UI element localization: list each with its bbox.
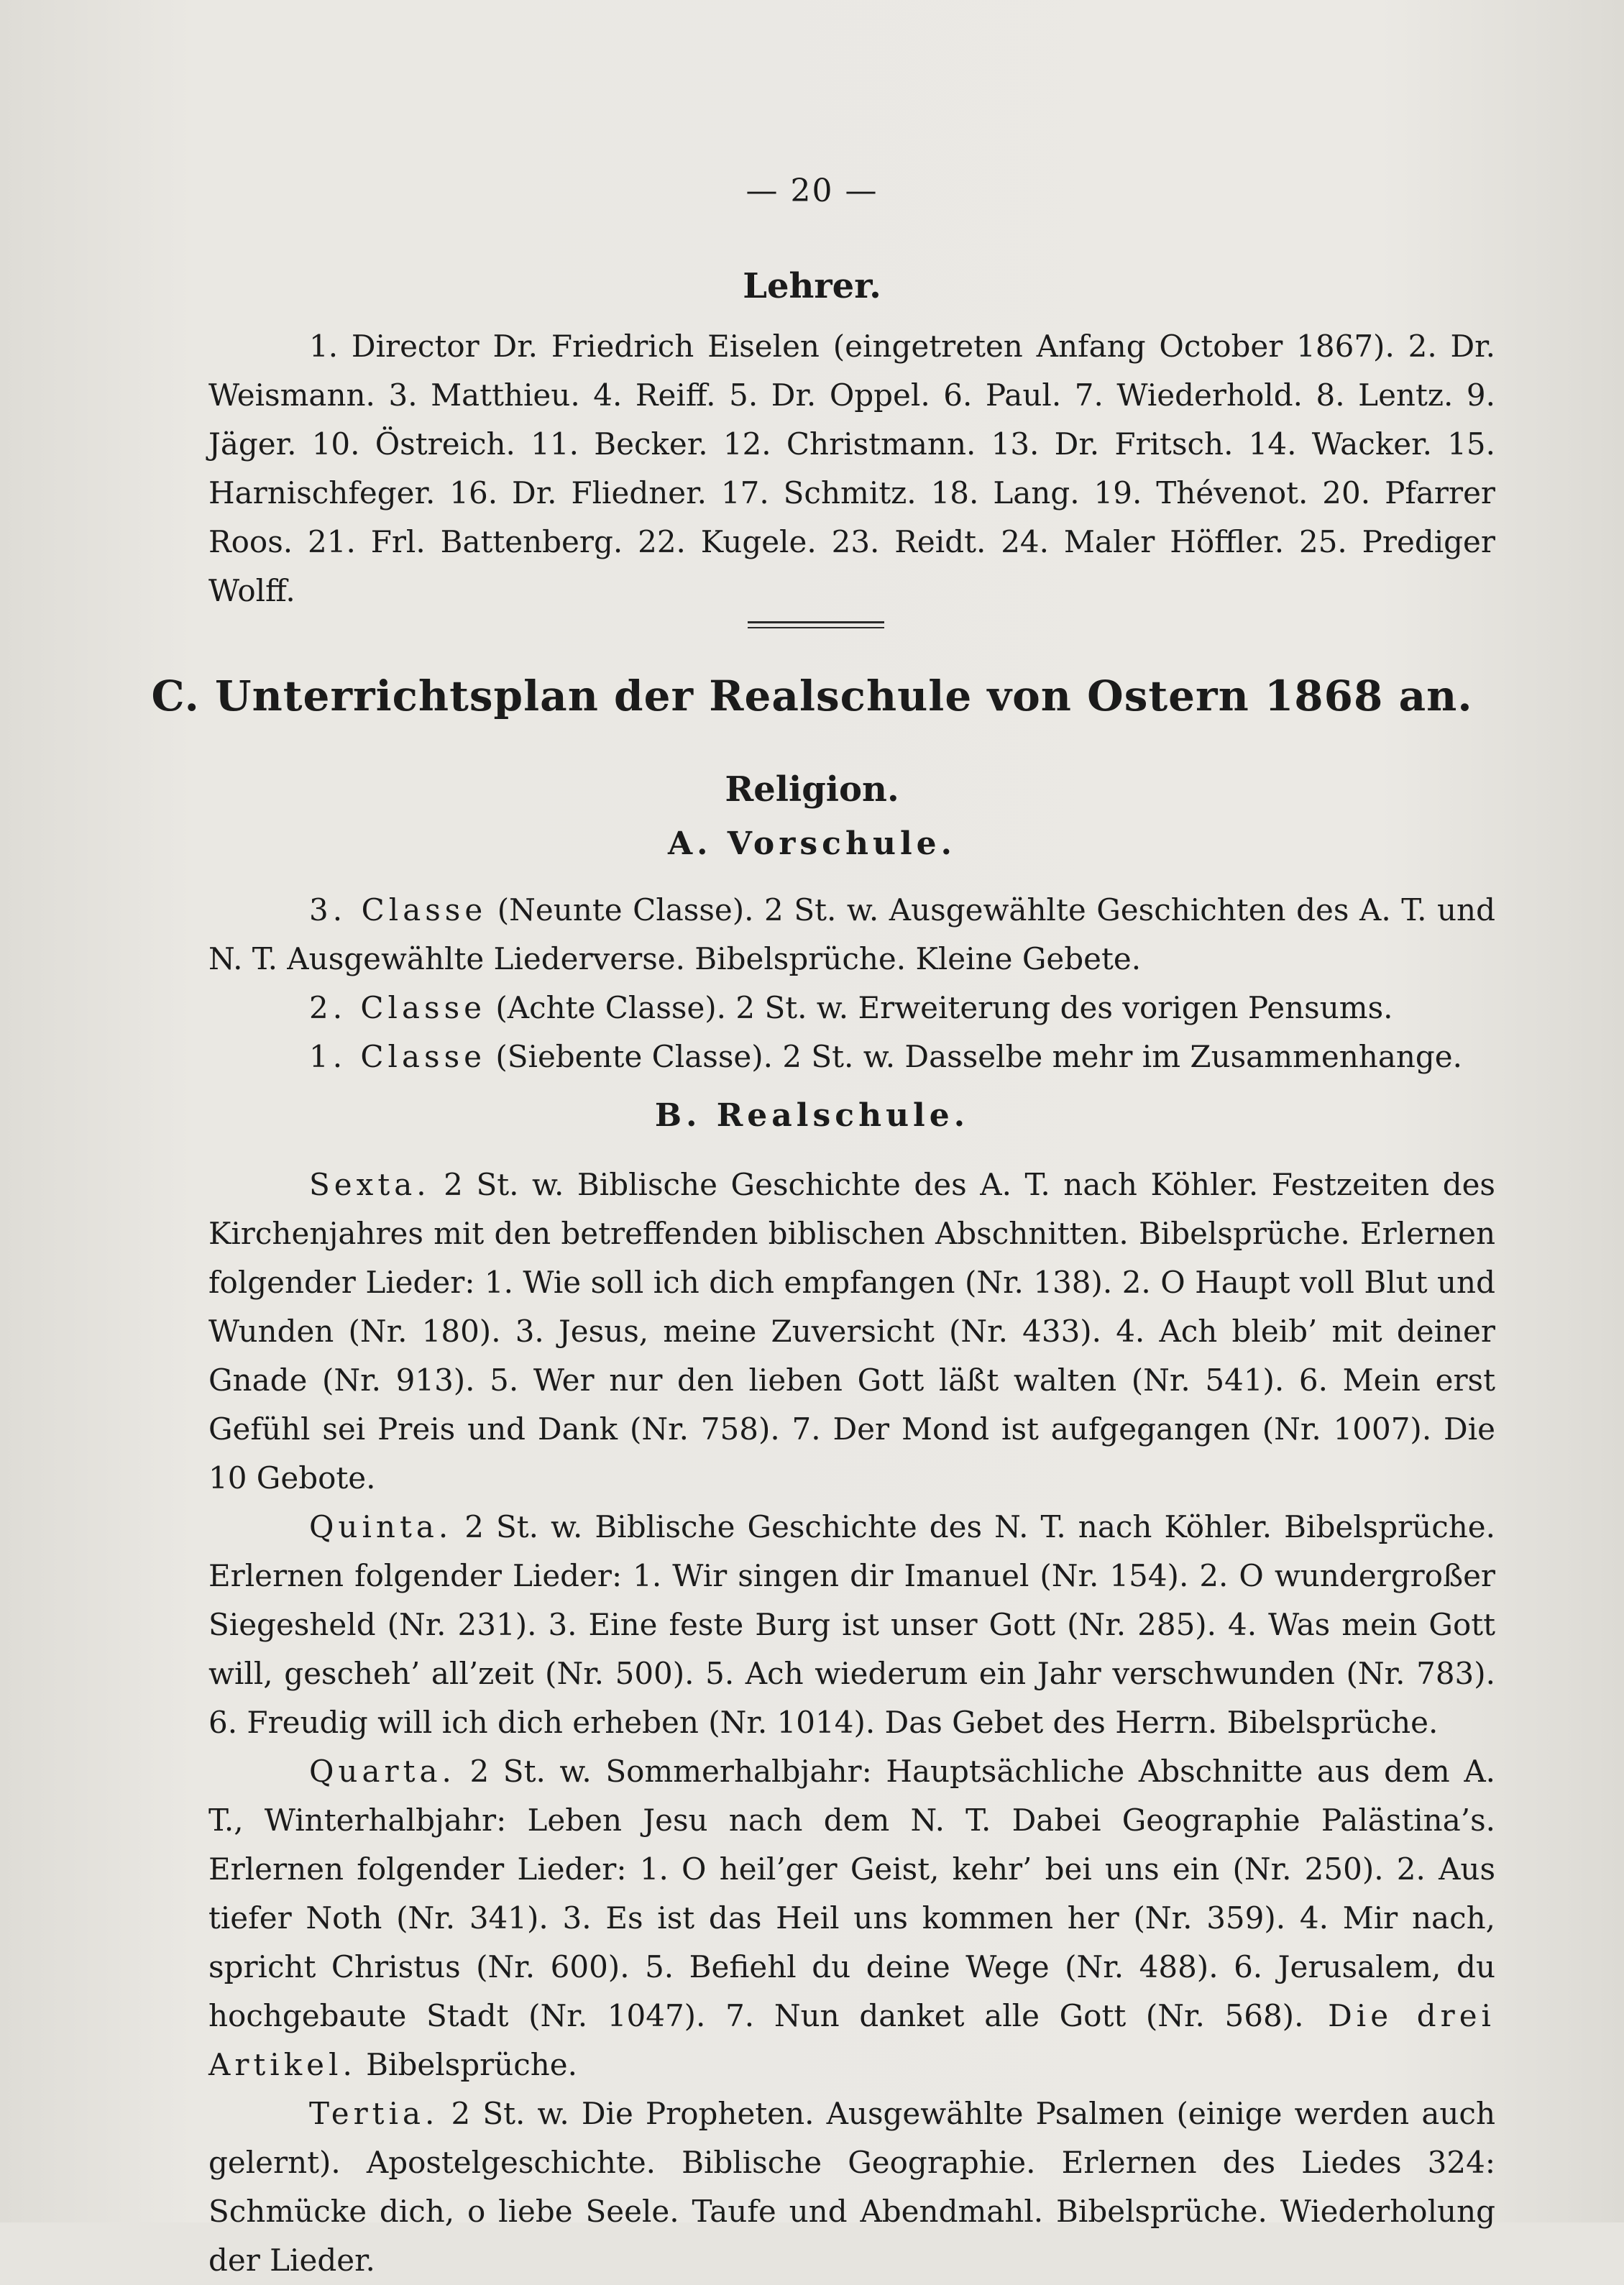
teacher-list-text: 1. Director Dr. Friedrich Eiselen (eingetreten Anfang October 1867). 2. Dr. Weismann. 3. Matthieu. 4. Reiff. 5. Dr. Oppel. 6. Paul. 7. Wiederhold. 8. Lentz. 9. Jäger. 10. Östreich. 11. Becker. 12. Christmann. 13. Dr. Fritsch. 14. Wacker. 15. Harnischfeger. 16. Dr. Fliedner. 17. Schmitz. 18. Lang. 19. Thévenot. 20. Pfarrer Roos. 21. Frl. Battenberg. 22. Kugele. 23. Reidt. 24. Maler Höffler. 25. Prediger Wolff. [208, 329, 1495, 608]
quarta-artikel: Die drei Artikel. [208, 1998, 1495, 2082]
klasse-3-label: 3. Classe [309, 892, 487, 928]
quinta-label: Quinta. [309, 1509, 453, 1544]
vorschule-klasse-2 [208, 984, 1495, 1032]
lehrer-heading: Lehrer. [743, 266, 881, 306]
vorschule-section [208, 886, 1495, 1081]
tertia-text: 2 St. w. Die Propheten. Ausgewählte Psalmen (einige werden auch gelernt). Apostelgeschichte. Biblische Geographie. Erlernen des Liedes 324: Schmücke dich, o liebe Seele. Taufe und Abendmahl. Bibelsprüche. Wiederholung der Lieder. [208, 2096, 1495, 2278]
realschule-heading: B. Realschule. [654, 1097, 970, 1134]
sexta-label: Sexta. [309, 1167, 431, 1202]
klasse-1-text: (Siebente Classe). 2 St. w. Dasselbe mehr im Zusammenhange. [486, 1039, 1463, 1074]
religion-heading: Religion. [725, 769, 899, 810]
klasse-1-label: 1. Classe [309, 1039, 486, 1074]
sexta-paragraph [208, 1160, 1495, 1503]
tertia-label: Tertia. [309, 2096, 439, 2131]
quarta-text: 2 St. w. Sommerhalbjahr: Hauptsächliche Abschnitte aus dem A. T., Winterhalbjahr: Leben Jesu nach dem N. T. Dabei Geographie Palästina’s. Erlernen folgender Lieder: 1. O heil’ger Geist, kehr’ bei uns ein (Nr. 250). 2. Aus tiefer Noth (Nr. 341). 3. Es ist das Heil uns kommen her (Nr. 359). 4. Mir nach, spricht Christus (Nr. 600). 5. Befiehl du deine Wege (Nr. 488). 6. Jerusalem, du hochgebaute Stadt (Nr. 1047). 7. Nun danket alle Gott (Nr. 568). [208, 1754, 1495, 2033]
divider-rule [748, 621, 884, 623]
quarta-label: Quarta. [309, 1754, 456, 1789]
sexta-text: 2 St. w. Biblische Geschichte des A. T. nach Köhler. Festzeiten des Kirchenjahres mit den betreffenden biblischen Abschnitten. Bibelsprüche. Erlernen folgender Lieder: 1. Wie soll ich dich empfangen (Nr. 138). 2. O Haupt voll Blut und Wunden (Nr. 180). 3. Jesus, meine Zuversicht (Nr. 433). 4. Ach bleib’ mit deiner Gnade (Nr. 913). 5. Wer nur den lieben Gott läßt walten (Nr. 541). 6. Mein erst Gefühl sei Preis und Dank (Nr. 758). 7. Der Mond ist aufgegangen (Nr. 1007). Die 10 Gebote. [208, 1167, 1495, 1496]
realschule-section [208, 1160, 1495, 2285]
quarta-paragraph [208, 1747, 1495, 2089]
quarta-end: Bibelsprüche. [356, 2047, 577, 2082]
klasse-2-label: 2. Classe [309, 990, 486, 1025]
teacher-list [208, 322, 1495, 615]
vorschule-klasse-3 [208, 886, 1495, 984]
tertia-paragraph [208, 2089, 1495, 2285]
klasse-2-text: (Achte Classe). 2 St. w. Erweiterung des vorigen Pensums. [486, 990, 1393, 1025]
section-c-title: C. Unterrichtsplan der Realschule von Ostern 1868 an. [151, 672, 1473, 720]
klasse-3-text: (Neunte Classe). 2 St. w. Ausgewählte Geschichten des A. T. und N. T. Ausgewählte Liederverse. Bibelsprüche. Kleine Gebete. [208, 892, 1495, 976]
vorschule-heading: A. Vorschule. [668, 825, 956, 862]
vorschule-klasse-1 [208, 1032, 1495, 1081]
quinta-text: 2 St. w. Biblische Geschichte des N. T. nach Köhler. Bibelsprüche. Erlernen folgender Lieder: 1. Wir singen dir Imanuel (Nr. 154). 2. O wundergroßer Siegesheld (Nr. 231). 3. Eine feste Burg ist unser Gott (Nr. 285). 4. Was mein Gott will, gescheh’ all’zeit (Nr. 500). 5. Ach wiederum ein Jahr verschwunden (Nr. 783). 6. Freudig will ich dich erheben (Nr. 1014). Das Gebet des Herrn. Bibelsprüche. [208, 1509, 1495, 1740]
page-number: — 20 — [746, 173, 878, 209]
quinta-paragraph [208, 1503, 1495, 1747]
divider-rule-thin [748, 627, 884, 628]
